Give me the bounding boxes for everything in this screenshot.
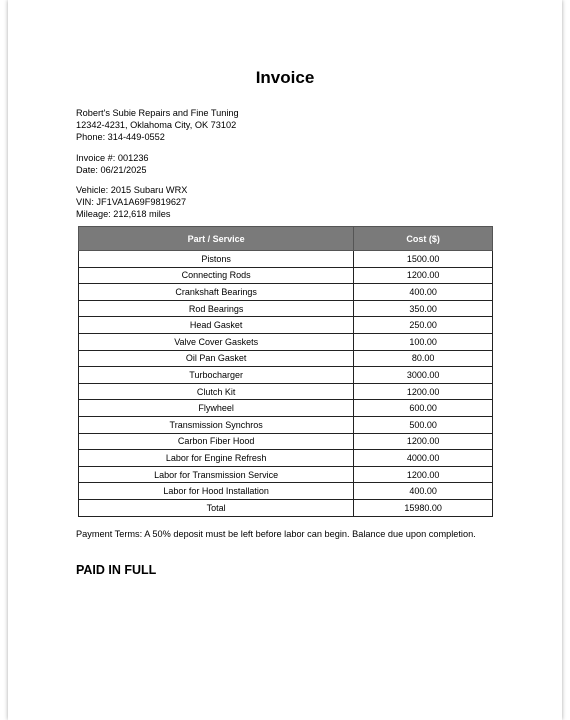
vehicle-mileage: Mileage: 212,618 miles — [76, 209, 171, 219]
cost-cell: 400.00 — [354, 284, 493, 301]
table-row — [79, 383, 493, 400]
invoice-number: Invoice #: 001236 — [76, 153, 149, 163]
table-row — [79, 433, 493, 450]
part-service-cell: Head Gasket — [79, 317, 354, 334]
invoice-title: Invoice — [255, 68, 315, 87]
vehicle-model: Vehicle: 2015 Subaru WRX — [76, 185, 188, 195]
table-row — [79, 300, 493, 317]
part-service-cell: Valve Cover Gaskets — [79, 333, 354, 350]
part-service-cell: Transmission Synchros — [79, 416, 354, 433]
table-row — [79, 317, 493, 334]
cost-cell: 1200.00 — [354, 466, 493, 483]
table-row — [79, 466, 493, 483]
cost-cell: 1200.00 — [354, 383, 493, 400]
total-row — [79, 499, 493, 516]
table-row — [79, 350, 493, 367]
shop-phone: Phone: 314-449-0552 — [76, 132, 165, 142]
cost-cell: 3000.00 — [354, 367, 493, 384]
invoice-date: Date: 06/21/2025 — [76, 165, 147, 175]
table-row — [79, 450, 493, 467]
cost-cell: 400.00 — [354, 483, 493, 500]
table-row — [79, 267, 493, 284]
cost-cell: 100.00 — [354, 333, 493, 350]
part-service-cell: Labor for Engine Refresh — [79, 450, 354, 467]
payment-terms: Payment Terms: A 50% deposit must be left before labor can begin. Balance due upon completion. — [76, 529, 476, 539]
vehicle-info — [76, 184, 187, 220]
table-row — [79, 333, 493, 350]
table-row — [79, 416, 493, 433]
cost-cell: 1500.00 — [354, 251, 493, 268]
table-row — [79, 367, 493, 384]
part-service-cell: Pistons — [79, 251, 354, 268]
header-part-service: Part / Service — [79, 227, 354, 251]
cost-cell: 1200.00 — [354, 267, 493, 284]
part-service-cell: Oil Pan Gasket — [79, 350, 354, 367]
table-row — [79, 483, 493, 500]
shop-info — [76, 107, 239, 143]
part-service-cell: Carbon Fiber Hood — [79, 433, 354, 450]
cost-cell: 250.00 — [354, 317, 493, 334]
paid-status: PAID IN FULL — [76, 563, 157, 577]
cost-cell: 1200.00 — [354, 433, 493, 450]
cost-cell: 80.00 — [354, 350, 493, 367]
invoice-info — [76, 152, 149, 176]
cost-cell: 350.00 — [354, 300, 493, 317]
part-service-cell: Rod Bearings — [79, 300, 354, 317]
table-row — [79, 251, 493, 268]
part-service-cell: Crankshaft Bearings — [79, 284, 354, 301]
part-service-cell: Connecting Rods — [79, 267, 354, 284]
part-service-cell: Turbocharger — [79, 367, 354, 384]
cost-cell: 4000.00 — [354, 450, 493, 467]
header-cost: Cost ($) — [354, 227, 493, 251]
part-service-cell: Labor for Hood Installation — [79, 483, 354, 500]
table-header-row — [79, 227, 493, 251]
cost-cell: 15980.00 — [354, 499, 493, 516]
part-service-cell: Total — [79, 499, 354, 516]
shop-address: 12342-4231, Oklahoma City, OK 73102 — [76, 120, 237, 130]
table-row — [79, 400, 493, 417]
part-service-cell: Flywheel — [79, 400, 354, 417]
part-service-cell: Clutch Kit — [79, 383, 354, 400]
cost-cell: 500.00 — [354, 416, 493, 433]
table-row — [79, 284, 493, 301]
part-service-cell: Labor for Transmission Service — [79, 466, 354, 483]
cost-cell: 600.00 — [354, 400, 493, 417]
table-body — [79, 251, 493, 517]
vehicle-vin: VIN: JF1VA1A69F9819627 — [76, 197, 187, 207]
shop-name: Robert's Subie Repairs and Fine Tuning — [76, 108, 239, 118]
parts-table — [78, 226, 493, 517]
